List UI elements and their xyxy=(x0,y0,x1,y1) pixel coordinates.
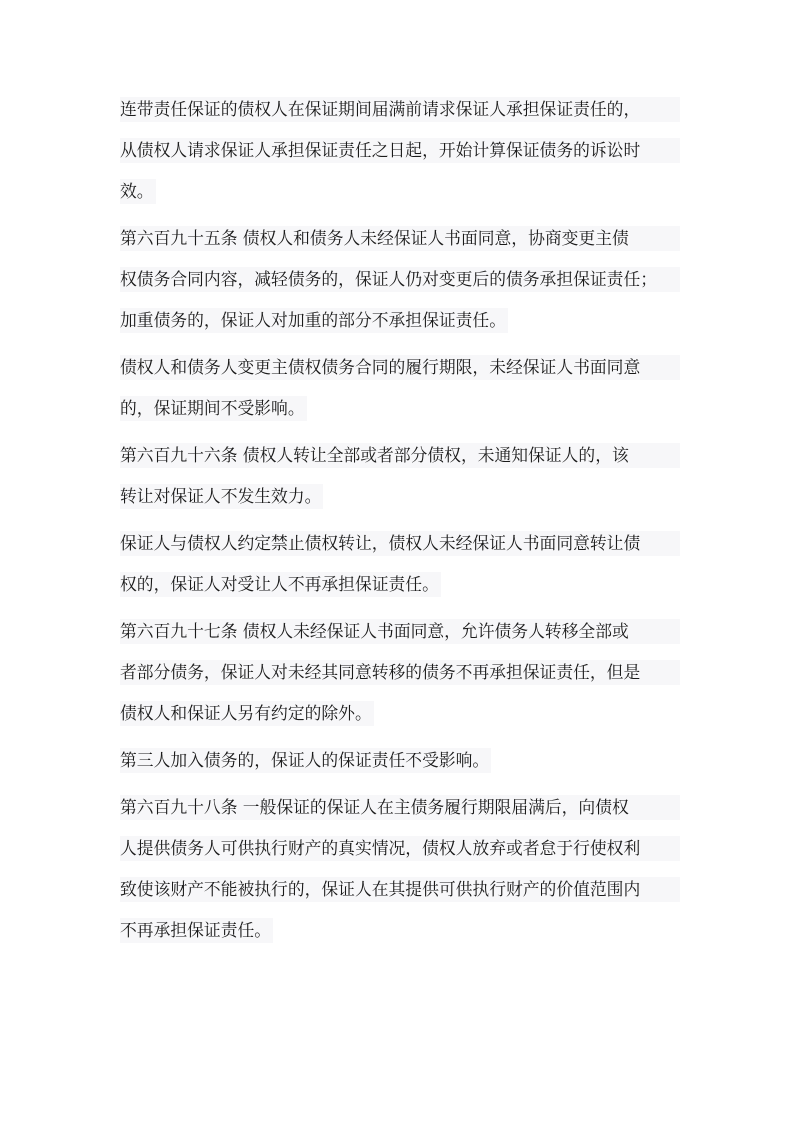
text-line: 加重债务的，保证人对加重的部分不承担保证责任。 xyxy=(120,308,508,333)
text-line: 债权人和债务人变更主债权债务合同的履行期限，未经保证人书面同意 xyxy=(120,355,680,380)
paragraph xyxy=(120,226,680,349)
paragraph xyxy=(120,531,680,613)
text-line: 不再承担保证责任。 xyxy=(120,918,273,943)
text-line: 第六百九十七条 债权人未经保证人书面同意，允许债务人转移全部或 xyxy=(120,619,680,644)
paragraph xyxy=(120,443,680,525)
document-body xyxy=(120,97,680,965)
text-line: 者部分债务，保证人对未经其同意转移的债务不再承担保证责任，但是 xyxy=(120,660,680,685)
text-line: 第六百九十六条 债权人转让全部或者部分债权，未通知保证人的，该 xyxy=(120,443,680,468)
text-line: 转让对保证人不发生效力。 xyxy=(120,484,323,509)
text-line: 权的，保证人对受让人不再承担保证责任。 xyxy=(120,572,441,597)
paragraph xyxy=(120,355,680,437)
text-line: 连带责任保证的债权人在保证期间届满前请求保证人承担保证责任的， xyxy=(120,97,680,122)
text-line: 债权人和保证人另有约定的除外。 xyxy=(120,701,374,726)
text-line: 从债权人请求保证人承担保证责任之日起，开始计算保证债务的诉讼时 xyxy=(120,138,680,163)
text-line: 第三人加入债务的，保证人的保证责任不受影响。 xyxy=(120,748,491,773)
paragraph xyxy=(120,795,680,959)
text-line: 第六百九十五条 债权人和债务人未经保证人书面同意，协商变更主债 xyxy=(120,226,680,251)
paragraph xyxy=(120,619,680,742)
text-line: 权债务合同内容，减轻债务的，保证人仍对变更后的债务承担保证责任； xyxy=(120,267,680,292)
text-line: 的，保证期间不受影响。 xyxy=(120,396,307,421)
text-line: 致使该财产不能被执行的，保证人在其提供可供执行财产的价值范围内 xyxy=(120,877,680,902)
paragraph xyxy=(120,97,680,220)
paragraph xyxy=(120,748,680,789)
text-line: 保证人与债权人约定禁止债权转让，债权人未经保证人书面同意转让债 xyxy=(120,531,680,556)
text-line: 人提供债务人可供执行财产的真实情况，债权人放弃或者怠于行使权利 xyxy=(120,836,680,861)
text-line: 第六百九十八条 一般保证的保证人在主债务履行期限届满后，向债权 xyxy=(120,795,680,820)
text-line: 效。 xyxy=(120,179,156,204)
